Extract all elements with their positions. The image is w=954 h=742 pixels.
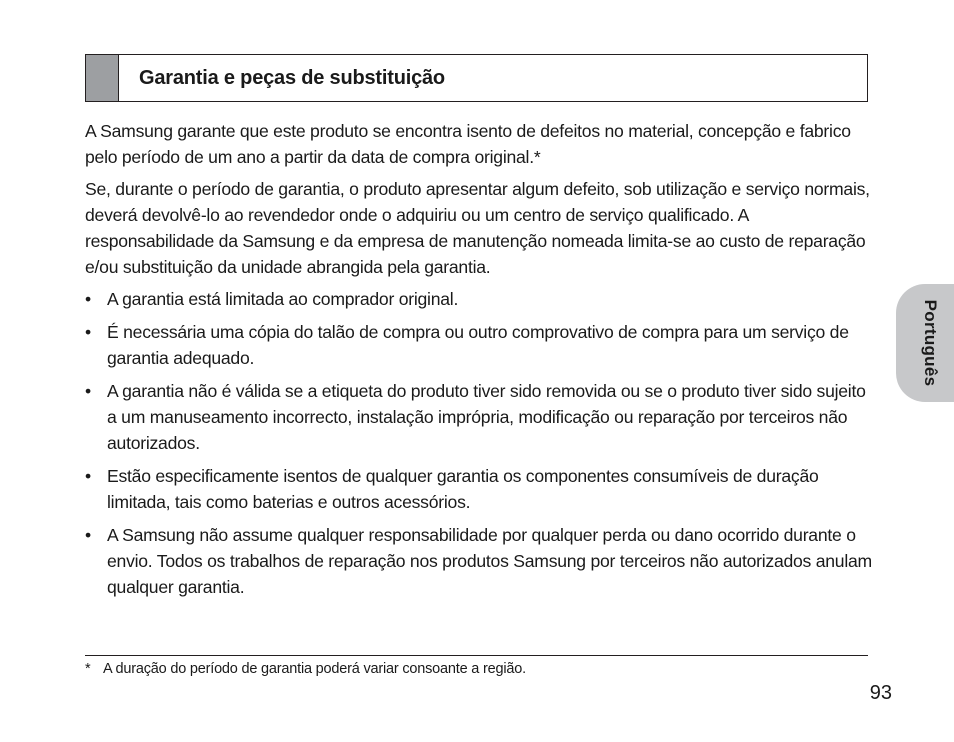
- bullet-marker: •: [85, 466, 91, 486]
- list-item: [85, 463, 875, 515]
- list-item-text: É necessária uma cópia do talão de compra ou outro comprovativo de compra para um serviço de garantia adequado.: [107, 322, 849, 368]
- bullet-marker: •: [85, 381, 91, 401]
- paragraph-warranty-defects: Se, durante o período de garantia, o produto apresentar algum defeito, sob utilização e serviço normais, deverá devolvê-lo ao revendedor onde o adquiriu ou um centro de serviço qualificado. A responsabilidade da Samsung e da empresa de manutenção nomeada limita-se ao custo de reparação e/ou substituição da unidade abrangida pela garantia.: [85, 179, 870, 277]
- warranty-conditions-list: [85, 286, 875, 600]
- footnote-text: A duração do período de garantia poderá variar consoante a região.: [103, 661, 526, 677]
- footnote: [85, 659, 526, 679]
- section-header: [85, 54, 868, 102]
- footnote-divider: [85, 655, 868, 656]
- bullet-marker: •: [85, 289, 91, 309]
- list-item: [85, 286, 875, 312]
- list-item-text: A garantia não é válida se a etiqueta do produto tiver sido removida ou se o produto tiver sido sujeito a um manuseamento incorrecto, instalação imprópria, modificação ou reparação por terceiros não autorizados.: [107, 381, 866, 453]
- language-tab-label: Português: [921, 299, 940, 387]
- section-header-block: [86, 55, 119, 101]
- footnote-mark: *: [85, 661, 91, 677]
- list-item-text: A Samsung não assume qualquer responsabilidade por qualquer perda ou dano ocorrido durante o envio. Todos os trabalhos de reparação nos produtos Samsung por terceiros não autorizados anulam qualquer garantia.: [107, 525, 872, 597]
- list-item: [85, 378, 875, 456]
- list-item-text: A garantia está limitada ao comprador original.: [107, 289, 459, 309]
- list-item: [85, 319, 875, 371]
- bullet-marker: •: [85, 525, 91, 545]
- section-title: Garantia e peças de substituição: [139, 66, 445, 89]
- list-item-text: Estão especificamente isentos de qualquer garantia os componentes consumíveis de duração limitada, tais como baterias e outros acessórios.: [107, 466, 819, 512]
- page-number: 93: [869, 682, 892, 704]
- paragraph-warranty-intro: A Samsung garante que este produto se encontra isento de defeitos no material, concepção e fabrico pelo período de um ano a partir da data de compra original.*: [85, 121, 851, 167]
- bullet-marker: •: [85, 322, 91, 342]
- list-item: [85, 522, 875, 600]
- language-tab: [896, 284, 954, 402]
- main-content: [85, 118, 875, 607]
